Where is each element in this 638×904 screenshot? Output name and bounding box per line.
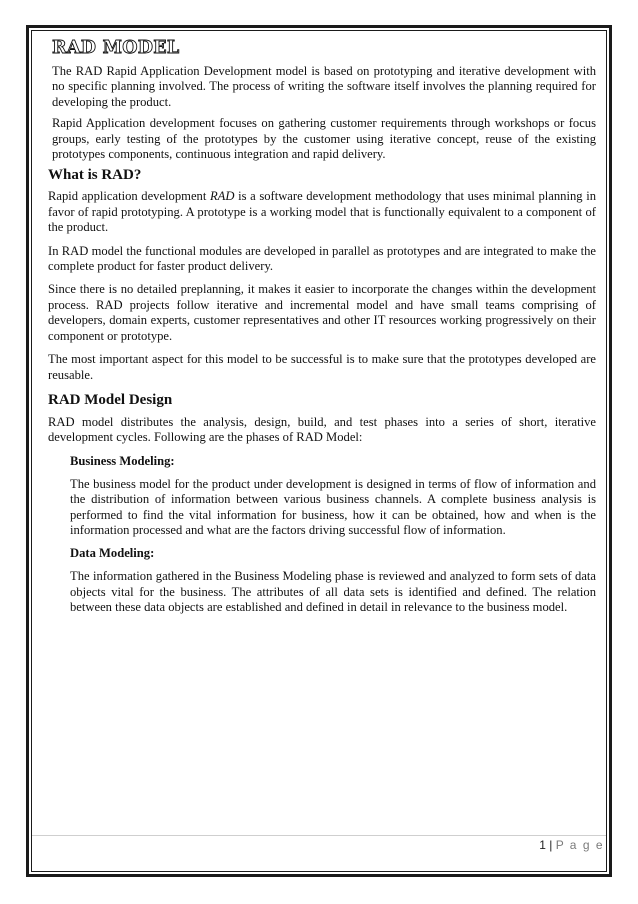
what-is-rad-text-b: is a software development methodology that uses minimal planning in favor of rapid prototyping. A prototype is a working model that is functionally equivalent to a component of the product.	[48, 189, 596, 235]
what-is-rad-paragraph-2: In RAD model the functional modules are developed in parallel as prototypes and are integrated to make the complete product for faster product delivery.	[48, 243, 596, 274]
document-body	[48, 38, 596, 616]
what-is-rad-heading: What is RAD?	[48, 167, 142, 184]
page-number: 1	[539, 838, 546, 852]
intro-paragraph-1: The RAD Rapid Application Development model is based on prototyping and iterative development with no specific planning involved. The process of writing the software itself involves the planning required for developing the product.	[52, 64, 596, 109]
design-paragraph-1: RAD model distributes the analysis, design, build, and test phases into a series of short, iterative development cycles. Following are the phases of RAD Model:	[48, 414, 596, 445]
data-modeling-text: The information gathered in the Business Modeling phase is reviewed and analyzed to form sets of data objects vital for the business. The attributes of all data sets is identified and defined. The relation between these data objects are established and defined in detail in relevance to the business model.	[70, 569, 596, 615]
page-label: P a g e	[555, 838, 604, 852]
page-title: RAD MODEL	[52, 38, 180, 58]
what-is-rad-text-a: Rapid application development	[48, 189, 210, 204]
what-is-rad-paragraph-3: Since there is no detailed preplanning, it makes it easier to incorporate the changes within the development process. RAD projects follow iterative and incremental model and have small teams comprising of developers, domain experts, customer representatives and other IT resources working progressively on their component or prototype.	[48, 282, 596, 343]
business-modeling-text: The business model for the product under development is designed in terms of flow of information and the distribution of information between various business channels. A complete business analysis is performed to find the vital information for business, how it can be obtained, how and when is the information processed and what are the factors driving successful flow of information.	[70, 476, 596, 537]
intro-paragraph-2: Rapid Application development focuses on gathering customer requirements through workshops or focus groups, early testing of the prototypes by the customer using iterative concept, reuse of the existing prototypes components, continuous integration and rapid delivery.	[52, 116, 596, 162]
what-is-rad-paragraph-4: The most important aspect for this model to be successful is to make sure that the prototypes developed are reusable.	[48, 352, 596, 382]
page-footer	[539, 838, 604, 852]
business-modeling-section	[70, 454, 596, 616]
rad-model-design-heading: RAD Model Design	[48, 391, 173, 408]
business-modeling-heading: Business Modeling:	[70, 453, 175, 468]
rad-emphasis: RAD	[209, 189, 235, 204]
what-is-rad-paragraph-1	[48, 189, 596, 235]
footer-separator: |	[549, 838, 553, 852]
footer-divider	[32, 835, 606, 836]
data-modeling-heading: Data Modeling:	[70, 546, 155, 561]
